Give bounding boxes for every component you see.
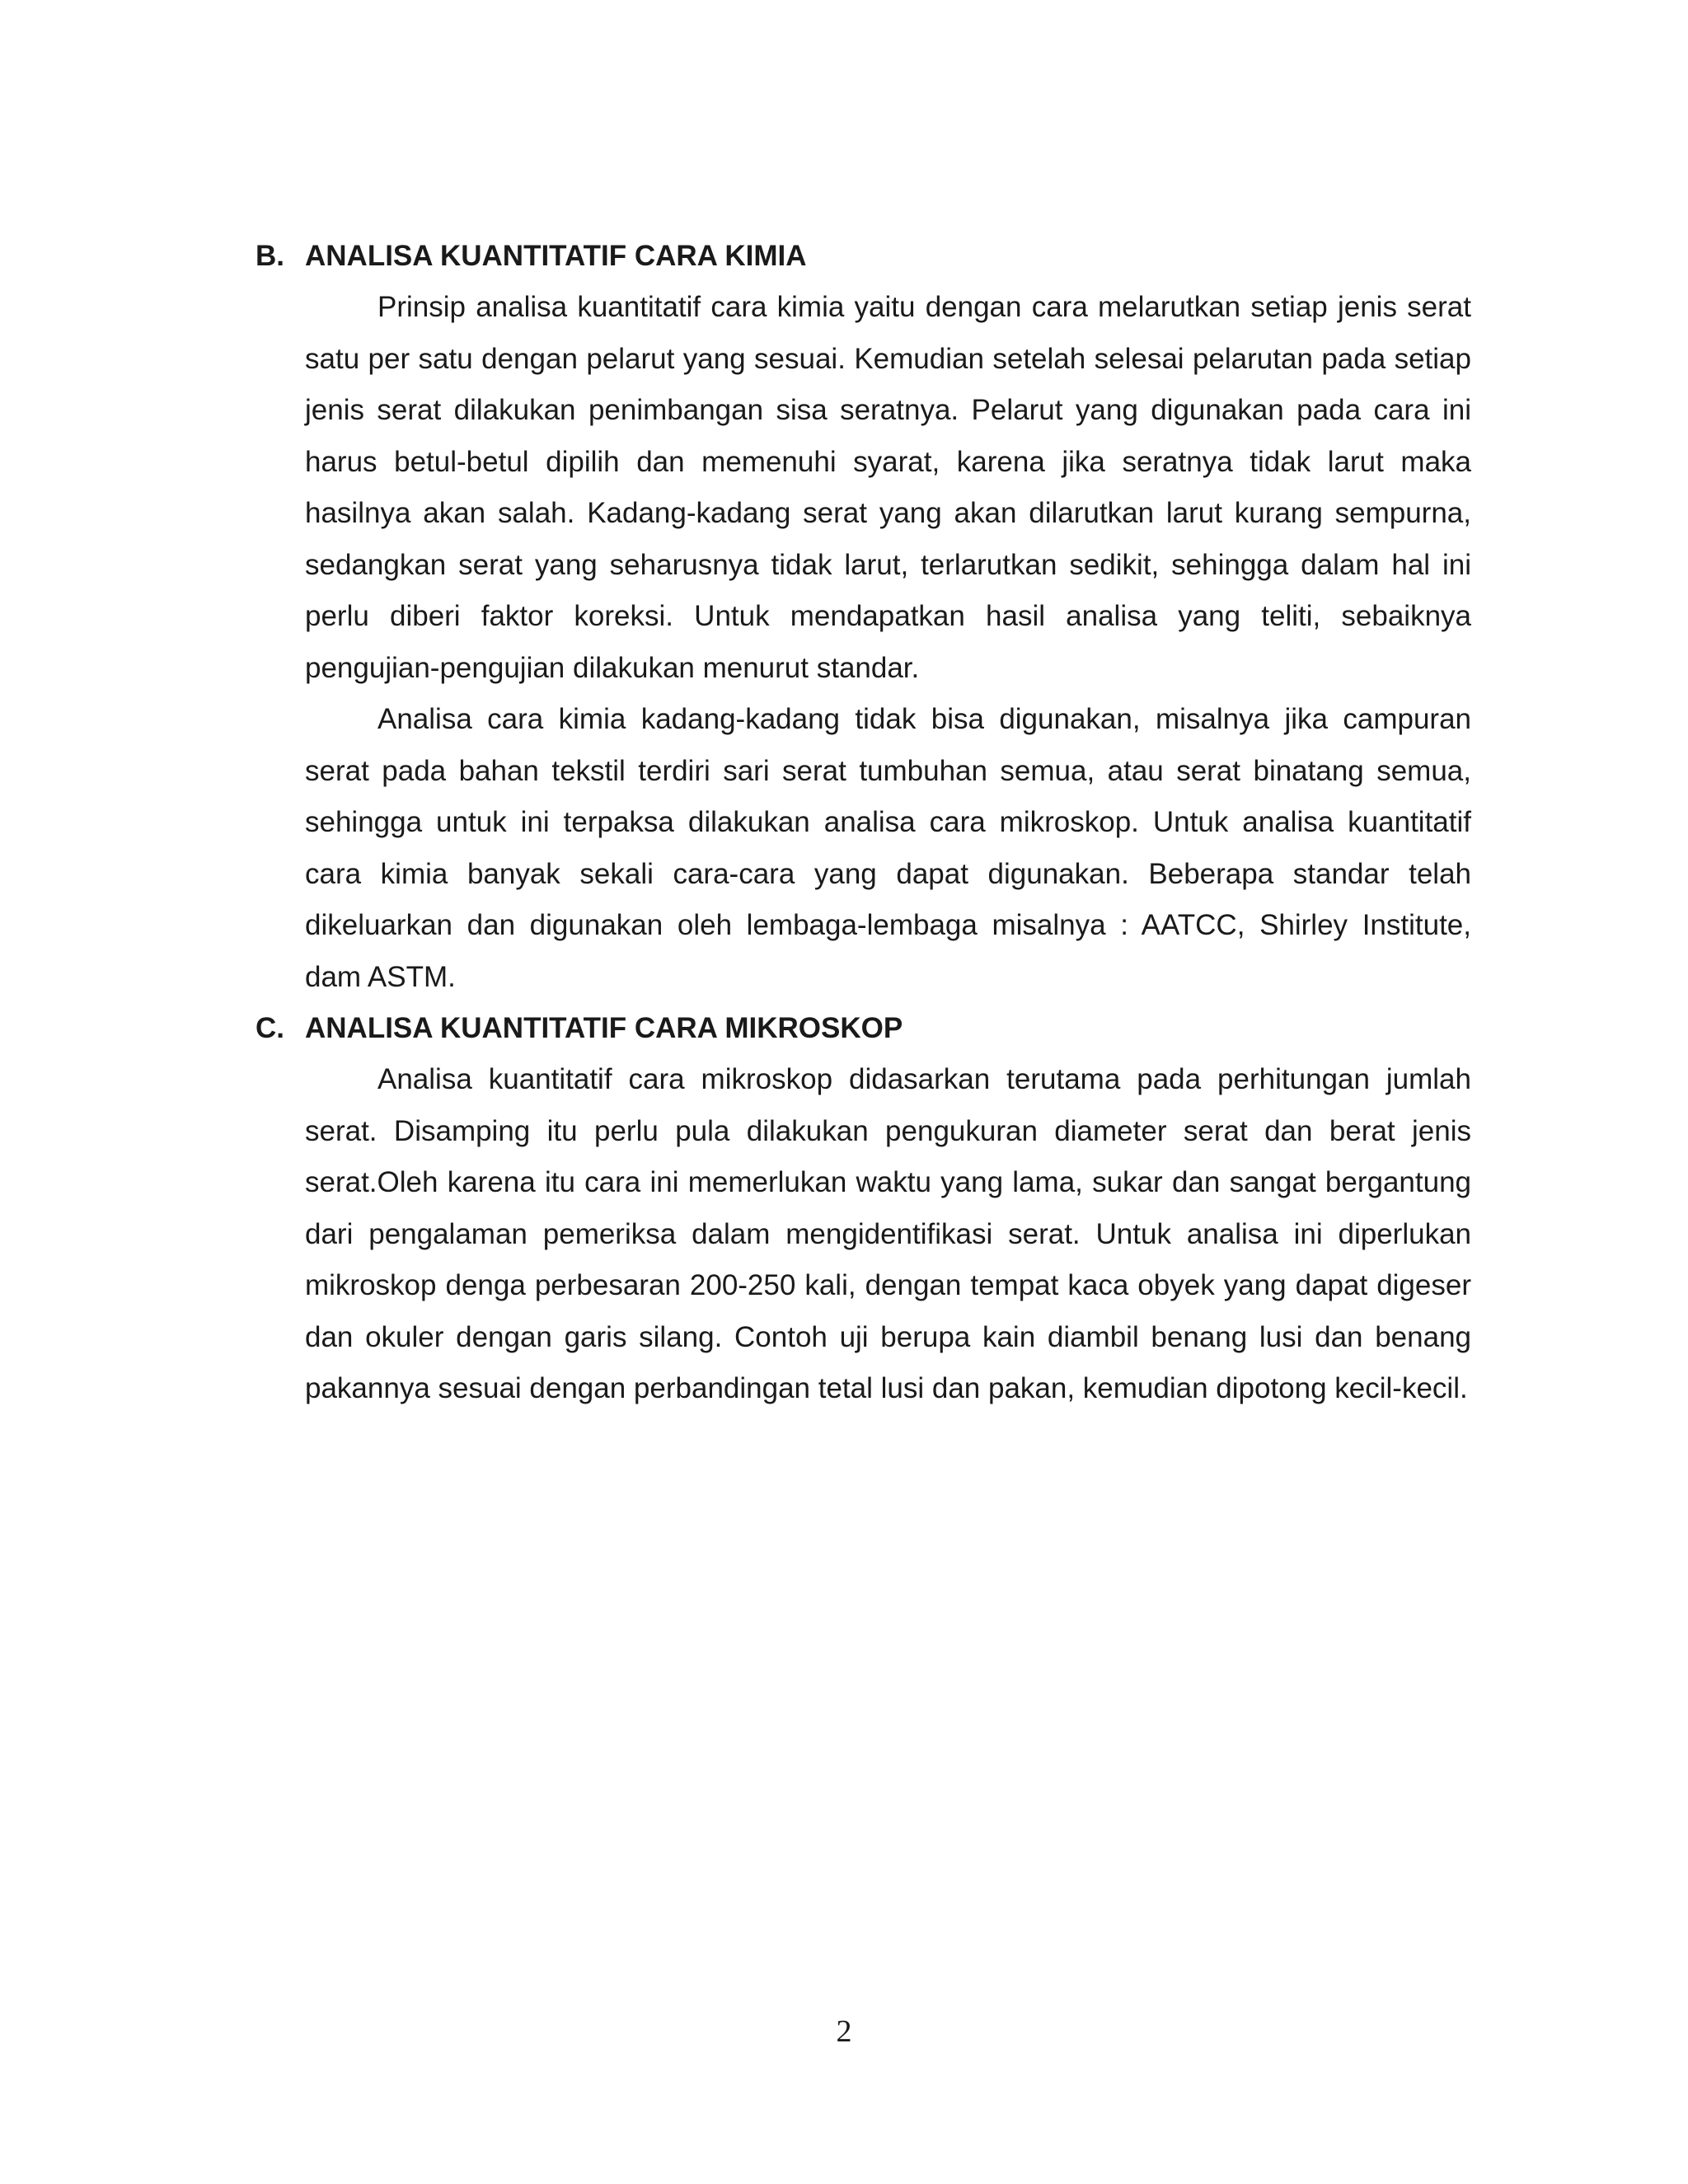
section-c bbox=[256, 1003, 1471, 1415]
paragraph: Analisa kuantitatif cara mikroskop didasarkan terutama pada perhitungan jumlah serat. Disamping itu perlu pula dilakukan pengukuran diameter serat dan berat jenis serat.Oleh karena itu cara ini memerlukan waktu yang lama, sukar dan sangat bergantung dari pengalaman pemeriksa dalam mengidentifikasi serat. Untuk analisa ini diperlukan mikroskop denga perbesaran 200-250 kali, dengan tempat kaca obyek yang dapat digeser dan okuler dengan garis silang. Contoh uji berupa kain diambil benang lusi dan benang pakannya sesuai dengan perbandingan tetal lusi dan pakan, kemudian dipotong kecil-kecil. bbox=[305, 1063, 1471, 1404]
section-letter: B. bbox=[256, 240, 284, 272]
section-heading bbox=[256, 1003, 1471, 1054]
paragraph: Prinsip analisa kuantitatif cara kimia yaitu dengan cara melarutkan setiap jenis serat satu per satu dengan pelarut yang sesuai. Kemudian setelah selesai pelarutan pada setiap jenis serat dilakukan penimbangan sisa seratnya. Pelarut yang digunakan pada cara ini harus betul-betul dipilih dan memenuhi syarat, karena jika seratnya tidak larut maka hasilnya akan salah. Kadang-kadang serat yang akan dilarutkan larut kurang sempurna, sedangkan serat yang seharusnya tidak larut, terlarutkan sedikit, sehingga dalam hal ini perlu diberi faktor koreksi. Untuk mendapatkan hasil analisa yang teliti, sebaiknya pengujian-pengujian dilakukan menurut standar. bbox=[305, 291, 1471, 684]
section-letter: C. bbox=[256, 1012, 284, 1044]
section-title: ANALISA KUANTITATIF CARA KIMIA bbox=[305, 240, 807, 272]
page-number: 2 bbox=[836, 2014, 852, 2049]
paragraph: Analisa cara kimia kadang-kadang tidak bisa digunakan, misalnya jika campuran serat pada bahan tekstil terdiri sari serat tumbuhan semua, atau serat binatang semua, sehingga untuk ini terpaksa dilakukan analisa cara mikroskop. Untuk analisa kuantitatif cara kimia banyak sekali cara-cara yang dapat digunakan. Beberapa standar telah dikeluarkan dan digunakan oleh lembaga-lembaga misalnya : AATCC, Shirley Institute, dam ASTM. bbox=[305, 703, 1471, 993]
section-title: ANALISA KUANTITATIF CARA MIKROSKOP bbox=[305, 1012, 903, 1044]
document-body bbox=[256, 231, 1471, 1415]
section-b bbox=[256, 231, 1471, 1003]
section-heading bbox=[256, 231, 1471, 282]
